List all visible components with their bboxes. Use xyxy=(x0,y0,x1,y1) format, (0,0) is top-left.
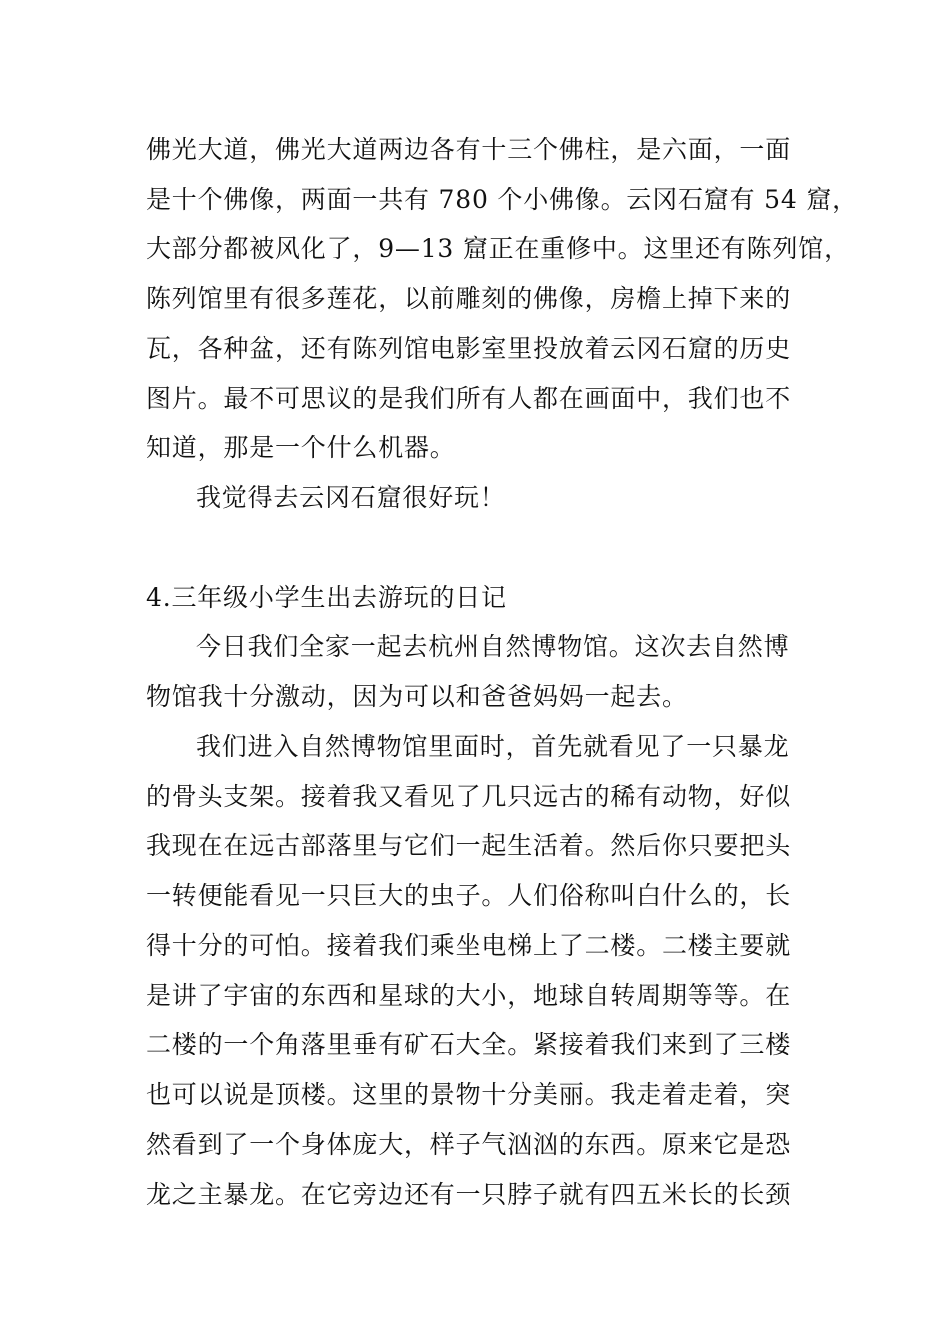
text-line: 也可以说是顶楼。这里的景物十分美丽。我走着走着，突 xyxy=(146,1080,792,1109)
text-line: 二楼的一个角落里垂有矿石大全。紧接着我们来到了三楼 xyxy=(146,1030,792,1059)
text-line: 的骨头支架。接着我又看见了几只远古的稀有动物，好似 xyxy=(146,782,792,811)
text-line: 得十分的可怕。接着我们乘坐电梯上了二楼。二楼主要就 xyxy=(146,931,792,960)
text-line: 然看到了一个身体庞大，样子气汹汹的东西。原来它是恐 xyxy=(146,1130,792,1159)
text-line: 瓦，各种盆，还有陈列馆电影室里投放着云冈石窟的历史 xyxy=(146,334,792,363)
text-line: 大部分都被风化了，9—13 窟正在重修中。这里还有陈列馆， xyxy=(146,234,850,263)
text-line: 是讲了宇宙的东西和星球的大小，地球自转周期等等。在 xyxy=(146,981,792,1010)
text-line: 佛光大道，佛光大道两边各有十三个佛柱，是六面，一面 xyxy=(146,135,792,164)
text-line: 龙之主暴龙。在它旁边还有一只脖子就有四五米长的长颈 xyxy=(146,1180,792,1209)
text-line: 一转便能看见一只巨大的虫子。人们俗称叫白什么的，长 xyxy=(146,881,792,910)
text-line: 我们进入自然博物馆里面时，首先就看见了一只暴龙 xyxy=(196,732,790,761)
text-line: 我现在在远古部落里与它们一起生活着。然后你只要把头 xyxy=(146,831,792,860)
text-line: 物馆我十分激动，因为可以和爸爸妈妈一起去。 xyxy=(146,682,688,711)
text-line: 是十个佛像，两面一共有 780 个小佛像。云冈石窟有 54 窟， xyxy=(146,185,858,214)
text-line: 陈列馆里有很多莲花，以前雕刻的佛像，房檐上掉下来的 xyxy=(146,284,792,313)
section-heading: 4.三年级小学生出去游玩的日记 xyxy=(146,583,507,612)
text-line: 知道，那是一个什么机器。 xyxy=(146,433,456,462)
text-line: 图片。最不可思议的是我们所有人都在画面中，我们也不 xyxy=(146,384,792,413)
text-line: 今日我们全家一起去杭州自然博物馆。这次去自然博 xyxy=(196,632,790,661)
closing-sentence: 我觉得去云冈石窟很好玩！ xyxy=(196,483,506,512)
